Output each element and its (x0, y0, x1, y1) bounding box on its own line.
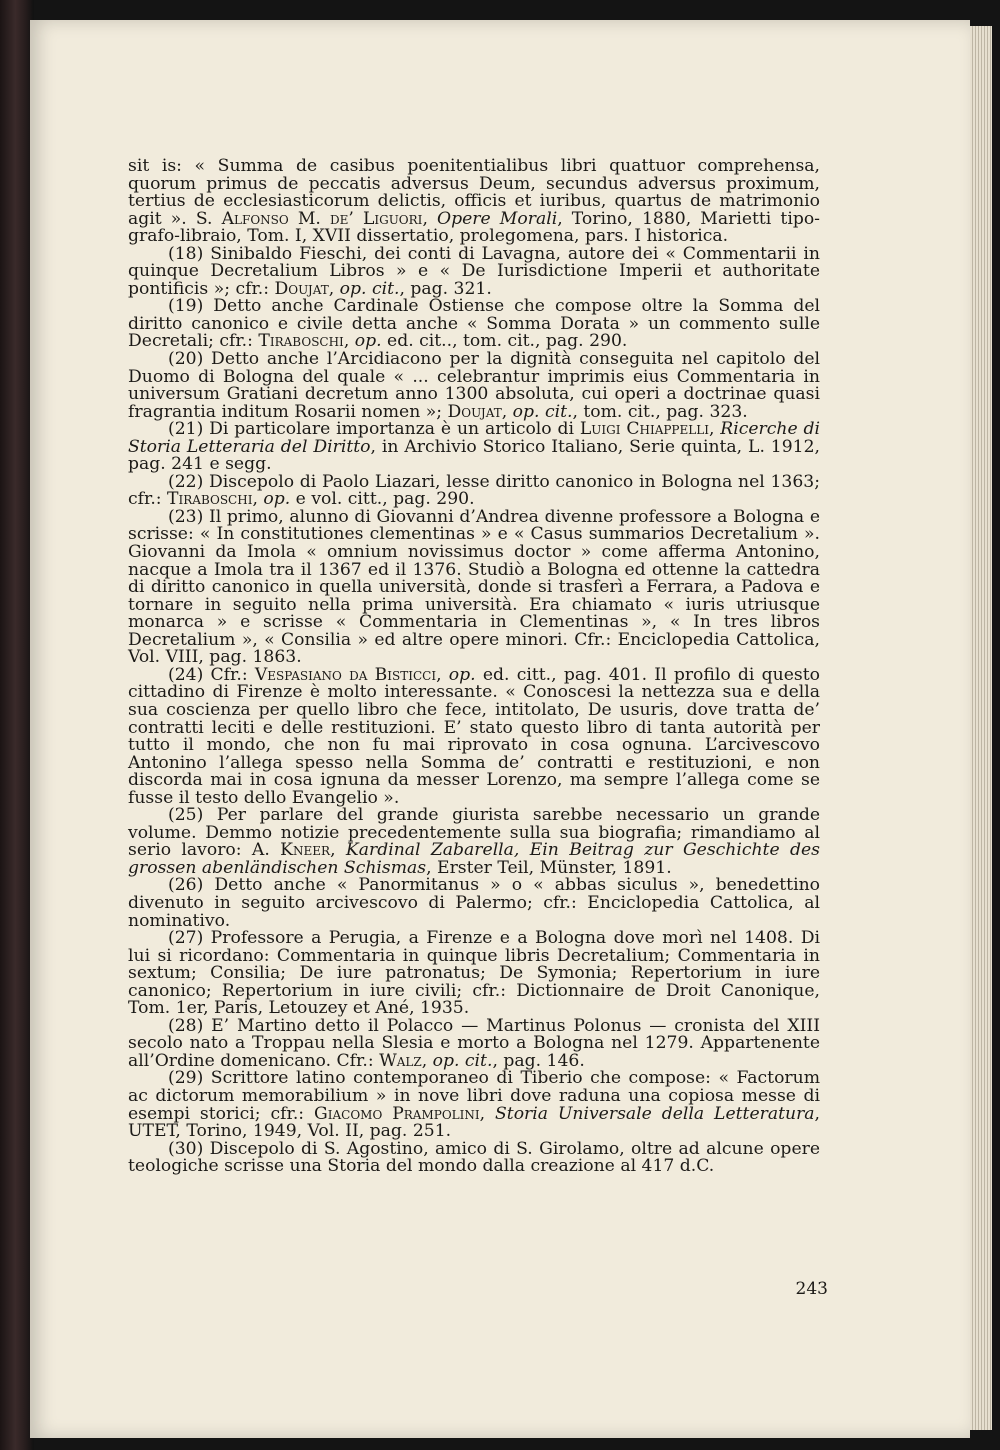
text-run: (27) Professore a Perugia, a Firenze e a Bologna dove morì nel 1408. Di lui si ricordano: Commentaria in quinque libris Decretalium; Commentaria in sextum; Consilia; De iure patronatus; De Symonia; Repertorium in iure canonico; Repertorium in iure civili; cfr.: Dictionnaire de Droit Canonique, Tom. 1er, Paris, Letouzey et Ané, 1935. (128, 928, 820, 1019)
author-name: Walz (379, 1050, 422, 1071)
author-name: Doujat (447, 401, 502, 422)
text-run: (29) Scrittore latino contemporaneo di Tiberio che compose: « Factorum ac dictorum memorabilium » in nove libri dove raduna una copiosa messe di esempi storici; cfr.: (128, 1068, 820, 1124)
text-run: (23) Il primo, alunno di Giovanni d’Andrea divenne professore a Bologna e scrisse: « In constitutiones clementinas » e « Casus summarios Decretalium ». Giovanni da Imola « omnium novissimus doctor » come afferma Antonino, nacque a Imola tra il 1367 ed il 1376. Studiò a Bologna ed ottenne la cattedra di diritto canonico in quella università, donde si trasferì a Ferrara, a Padova e tornare in seguito nella prima università. Era chiamato « iuris utriusque monarca » e scrisse « Commentaria in Clementinas », « In tres libros Decretalium », « Consilia » ed altre opere minori. Cfr.: Enciclopedia Cattolica, Vol. VIII, pag. 1863. (128, 506, 820, 668)
text-run: , Erster Teil, Münster, 1891. (426, 857, 672, 878)
footnote-paragraph (128, 1070, 820, 1140)
italic-title: op. (263, 489, 291, 510)
italic-title: Storia Universale della Letteratura (495, 1103, 815, 1124)
text-run: , (501, 401, 513, 422)
text-run: , tom. cit., pag. 323. (572, 401, 748, 422)
author-name: Luigi Chiappelli (579, 419, 709, 440)
footnote-paragraph (128, 351, 820, 421)
text-run: e vol. citt., pag. 290. (290, 489, 475, 510)
italic-title: Ricerche di Storia Letteraria del Diritto (128, 419, 820, 457)
text-run: , pag. 321. (399, 278, 492, 299)
italic-title: Kardinal Zabarella, Ein Beitrag zur Geschichte des grossen abenländischen Schismas (128, 840, 820, 878)
text-run: , (330, 840, 346, 861)
page-number: 243 (795, 1279, 828, 1299)
text-run: , (422, 208, 438, 229)
footnote-paragraph (128, 471, 820, 510)
text-run: ed. cit.., tom. cit., pag. 290. (381, 331, 628, 352)
text-run: , UTET, Torino, 1949, Vol. II, pag. 251. (128, 1103, 821, 1142)
author-name: Vespasiano da Bisticci (254, 664, 437, 685)
text-run: (19) Detto anche Cardinale Ostiense che compose oltre la Somma del diritto canonico e civile detta anche « Somma Dorata » un commento sulle Decretali; cfr.: (128, 296, 820, 352)
text-run: ed. citt., pag. 401. Il profilo di questo cittadino di Firenze è molto interessante. « Conoscesi la nettezza sua e della sua coscienza per quello libro che fece, intitolato, De usuris, dove tratta de’ contratti leciti e delle restituzioni. E’ stato questo libro di tanta autorità per tutto il mondo, che non fu mai riprovato in cosa ognuna. L’arcivescovo Antonino l’allega spesso nella Somma de’ contratti e restituzioni, e non discorda mai in cosa ignuna da messer Lorenzo, ma sempre l’allega come se fusse il testo dello Evangelio ». (128, 664, 820, 808)
footnote-paragraph (128, 421, 820, 474)
footnote-paragraph (128, 1015, 820, 1071)
book-spine (0, 0, 34, 1450)
text-run: , (252, 489, 264, 510)
footnote-paragraph (128, 877, 820, 930)
text-run: , Torino, 1880, Marietti tipo-grafo-libraio, Tom. I, XVII dissertatio, prolegomena, pars. I historica. (128, 208, 820, 247)
text-run: , (421, 1050, 433, 1071)
text-run: , (708, 419, 721, 440)
text-run: , (479, 1103, 496, 1124)
continuation-paragraph (128, 158, 820, 246)
italic-title: Opere Morali (437, 208, 558, 229)
italic-title: op. (448, 664, 476, 685)
text-run: , (328, 278, 340, 299)
author-name: Giacomo Prampolini (314, 1103, 480, 1124)
text-run: (21) Di particolare importanza è un articolo di (168, 419, 580, 440)
text-run: , in Archivio Storico Italiano, Serie quinta, L. 1912, pag. 241 e segg. (128, 436, 821, 475)
footnote-paragraph (128, 807, 820, 877)
text-run: (30) Discepolo di S. Agostino, amico di S. Girolamo, oltre ad alcune opere teologiche scrisse una Storia del mondo dalla creazione al 417 d.C. (128, 1138, 820, 1177)
italic-title: op. cit. (339, 278, 400, 299)
text-run: (18) Sinibaldo Fieschi, dei conti di Lavagna, autore dei « Commentarii in quinque Decretalium Libros » e « De Iurisdictione Imperii et authoritate pontificis »; cfr.: (128, 243, 820, 299)
author-name: Tiraboschi (258, 331, 344, 352)
footnote-paragraph (128, 664, 820, 808)
author-name: Tiraboschi (167, 489, 253, 510)
page-edges (970, 26, 992, 1430)
text-run: , pag. 146. (492, 1050, 585, 1071)
text-run: (20) Detto anche l’Arcidiacono per la dignità conseguita nel capitolo del Duomo di Bologna del quale « ... celebrantur imprimis eius Commentaria in universum Gratiani decretum anno 1300 absoluta, cui operi a doctrinae quasi fragrantia inditum Rosarii nomen »; (128, 349, 820, 422)
text-run: (25) Per parlare del grande giurista sarebbe necessario un grande volume. Demmo notizie precedentemente sulla sua biografia; rimandiamo al serio lavoro: A. (128, 805, 820, 861)
footnote-paragraph (128, 298, 820, 351)
footnote-paragraph (128, 1138, 820, 1177)
text-run: (26) Detto anche « Panormitanus » o « abbas siculus », benedettino divenuto in seguito arcivescovo di Palermo; cfr.: Enciclopedia Cattolica, al nominativo. (128, 875, 820, 931)
author-name: Alfonso M. de’ Liguori (221, 208, 423, 229)
text-run: (28) E’ Martino detto il Polacco — Martinus Polonus — cronista del XIII secolo nato a Troppau nella Slesia e morto a Bologna nel 1279. Appartenente all’Ordine domenicano. Cfr.: (128, 1015, 820, 1071)
italic-title: op. cit. (432, 1050, 493, 1071)
italic-title: op. cit. (512, 401, 573, 422)
footnote-paragraph (128, 506, 820, 668)
text-run: , (436, 664, 449, 685)
footnote-paragraph (128, 243, 820, 299)
text-run: (24) Cfr.: (168, 664, 255, 685)
author-name: Kneer (280, 840, 331, 861)
text-run: , (343, 331, 355, 352)
text-run: sit is: « Summa de casibus poenitentialibus libri quattuor comprehensa, quorum primus de peccatis adversus Deum, secundus adversus proximum, tertius de ecclesiasticorum delictis, officis et iuribus, quartus de matrimonio agit ». S. (128, 156, 820, 229)
footnote-paragraph (128, 930, 820, 1018)
footnotes-text (128, 158, 820, 1176)
italic-title: op. (354, 331, 382, 352)
author-name: Doujat (274, 278, 329, 299)
text-run: (22) Discepolo di Paolo Liazari, lesse diritto canonico in Bologna nel 1363; cfr.: (128, 471, 820, 510)
